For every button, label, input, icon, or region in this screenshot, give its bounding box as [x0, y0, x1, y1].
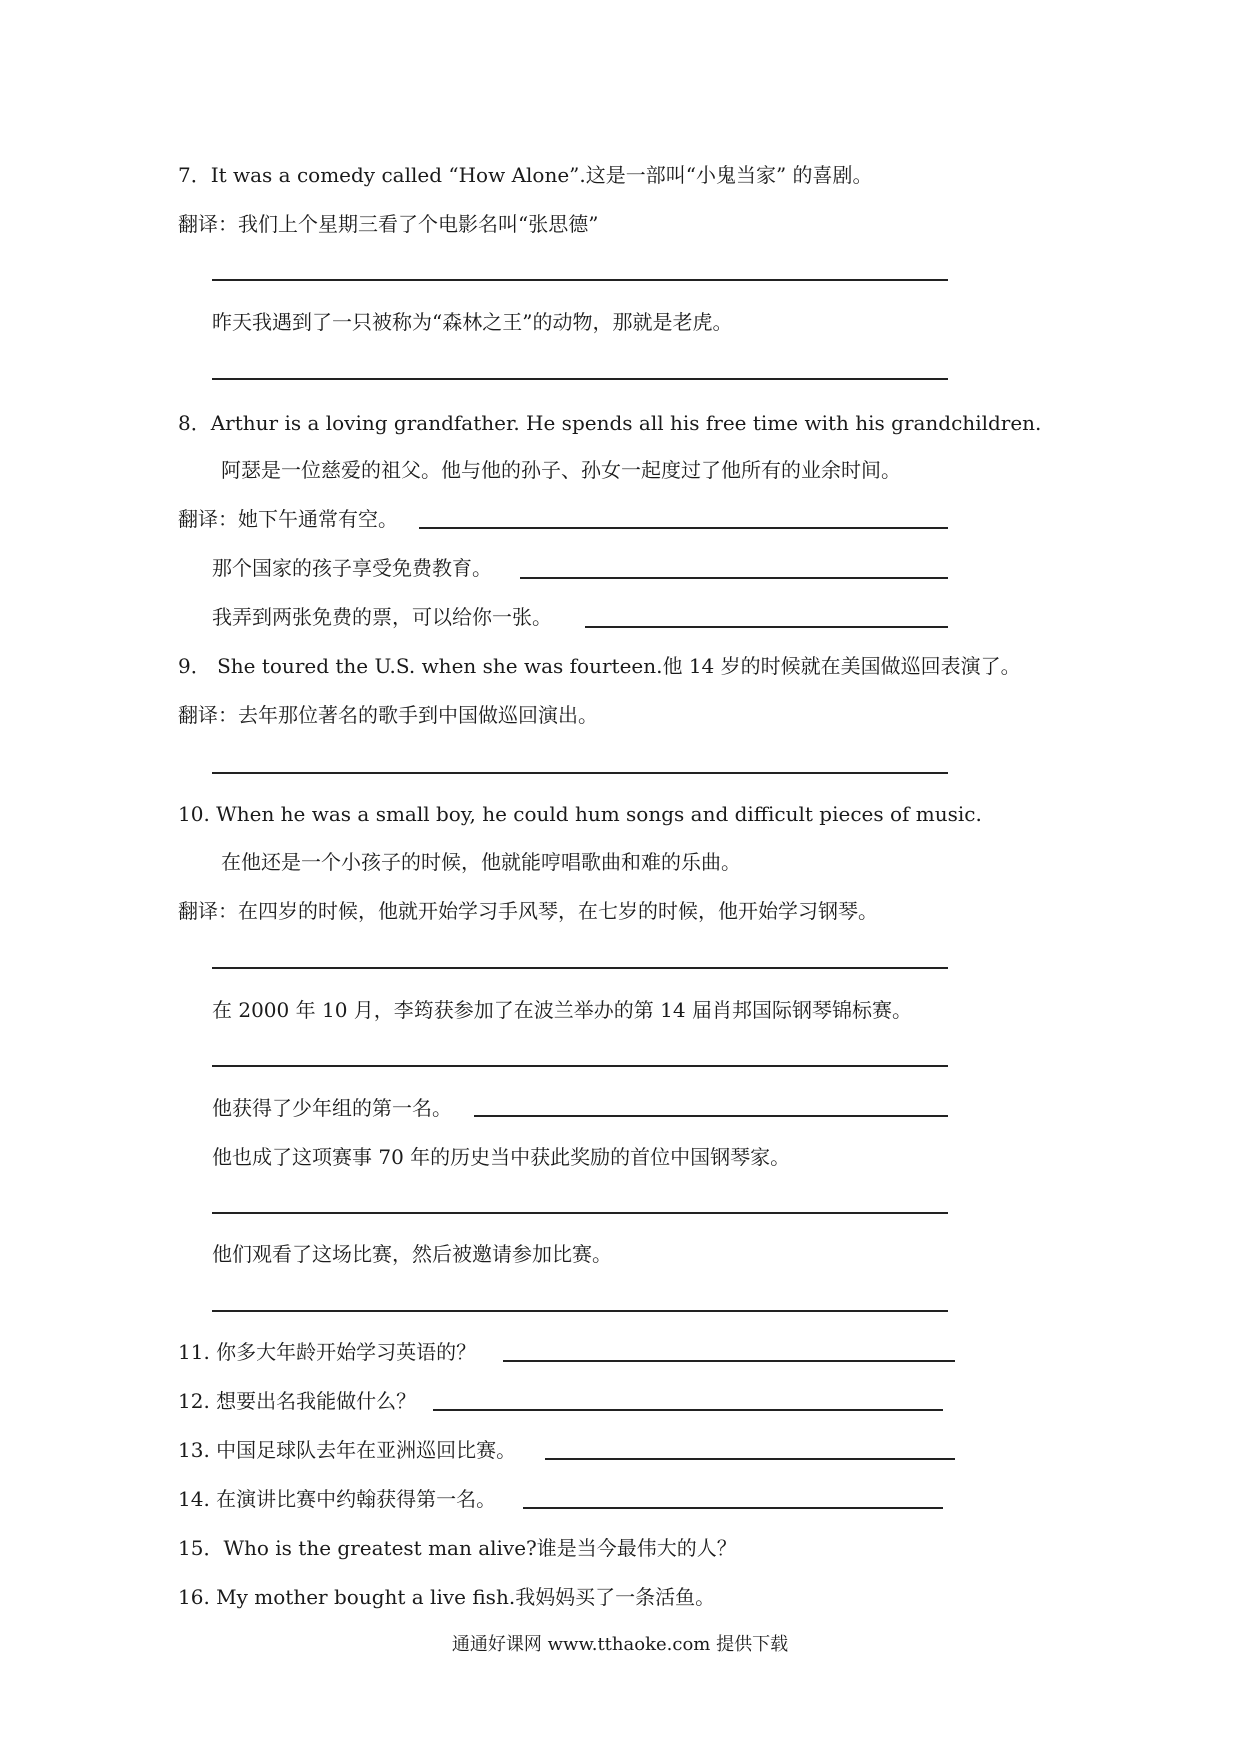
q7-answer-line-1[interactable] [212, 279, 948, 281]
q10-prompt-3: 他获得了少年组的第一名。 [212, 1096, 452, 1120]
page-footer: 通通好课网 www.tthaoke.com 提供下载 [451, 1634, 789, 1655]
q10-prompt-2: 在 2000 年 10 月，李筠获参加了在波兰举办的第 14 届肖邦国际钢琴锦标赛。 [212, 998, 912, 1022]
q9-answer-line-1[interactable] [212, 772, 948, 774]
q10-sentence: 10. When he was a small boy, he could hum songs and difficult pieces of music. [178, 802, 982, 826]
q10-answer-line-3[interactable] [474, 1115, 948, 1117]
q12-answer-line[interactable] [433, 1409, 943, 1411]
q8-prompt-2: 那个国家的孩子享受免费教育。 [212, 556, 492, 580]
q15-text: 15．Who is the greatest man alive?谁是当今最伟大的人？ [178, 1536, 737, 1560]
q10-answer-line-2[interactable] [212, 1065, 948, 1067]
q9-prompt-1: 翻译：去年那位著名的歌手到中国做巡回演出。 [178, 703, 598, 727]
q7-sentence: 7．It was a comedy called “How Alone”.这是一部叫“小鬼当家” 的喜剧。 [178, 163, 873, 187]
q10-answer-line-5[interactable] [212, 1310, 948, 1312]
q10-answer-line-1[interactable] [212, 967, 948, 969]
q9-sentence: 9． She toured the U.S. when she was fourteen.他 14 岁的时候就在美国做巡回表演了。 [178, 654, 1021, 678]
q13-text: 13. 中国足球队去年在亚洲巡回比赛。 [178, 1438, 517, 1462]
q13-answer-line[interactable] [545, 1458, 955, 1460]
q10-prompt-4: 他也成了这项赛事 70 年的历史当中获此奖励的首位中国钢琴家。 [212, 1145, 791, 1169]
q12-text: 12. 想要出名我能做什么？ [178, 1389, 417, 1413]
q10-prompt-5: 他们观看了这场比赛，然后被邀请参加比赛。 [212, 1242, 612, 1266]
q8-sentence: 8．Arthur is a loving grandfather. He spends all his free time with his grandchildren. [178, 411, 1042, 435]
q8-answer-line-3[interactable] [585, 626, 948, 628]
q10-answer-line-4[interactable] [212, 1212, 948, 1214]
q10-translation: 在他还是一个小孩子的时候，他就能哼唱歌曲和难的乐曲。 [221, 850, 741, 874]
q11-answer-line[interactable] [503, 1360, 955, 1362]
q7-prompt-2: 昨天我遇到了一只被称为“森林之王”的动物，那就是老虎。 [212, 310, 733, 334]
q10-prompt-1: 翻译：在四岁的时候，他就开始学习手风琴，在七岁的时候，他开始学习钢琴。 [178, 899, 878, 923]
q14-text: 14. 在演讲比赛中约翰获得第一名。 [178, 1487, 497, 1511]
q8-prompt-1: 翻译：她下午通常有空。 [178, 507, 398, 531]
q7-prompt-1: 翻译：我们上个星期三看了个电影名叫“张思德” [178, 212, 599, 236]
q8-translation: 阿瑟是一位慈爱的祖父。他与他的孙子、孙女一起度过了他所有的业余时间。 [221, 458, 901, 482]
q14-answer-line[interactable] [523, 1507, 943, 1509]
q8-prompt-3: 我弄到两张免费的票，可以给你一张。 [212, 605, 552, 629]
q8-answer-line-1[interactable] [419, 527, 948, 529]
q11-text: 11. 你多大年龄开始学习英语的？ [178, 1340, 477, 1364]
q16-text: 16. My mother bought a live fish.我妈妈买了一条活鱼。 [178, 1585, 716, 1609]
q8-answer-line-2[interactable] [520, 577, 948, 579]
q7-answer-line-2[interactable] [212, 378, 948, 380]
